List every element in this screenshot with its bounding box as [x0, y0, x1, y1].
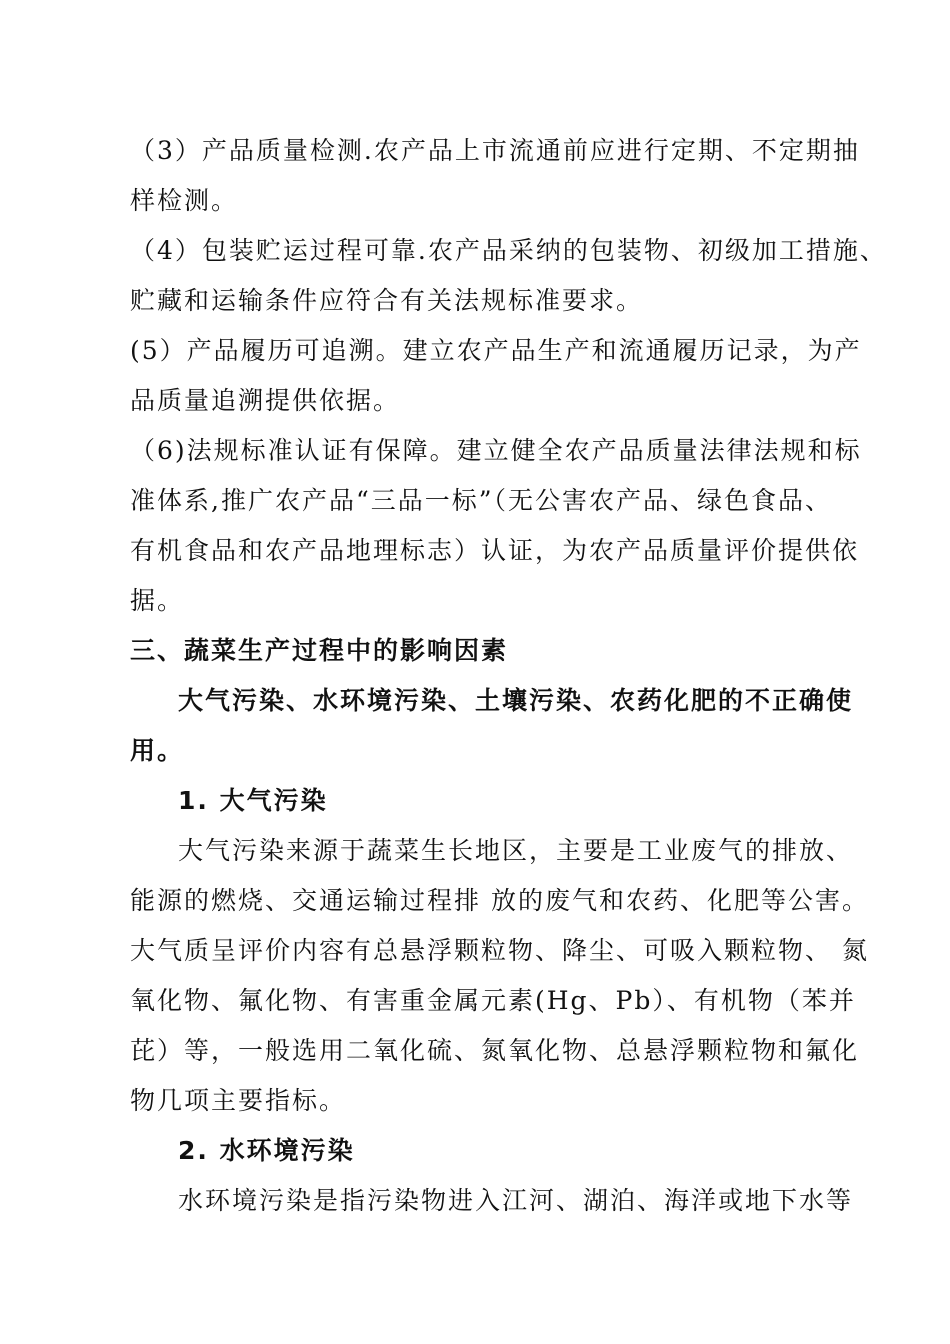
section-3-intro-line-2: 用。 [130, 736, 185, 765]
subsection-1-line-5: 芘）等，一般选用二氧化硫、氮氧化物、总悬浮颗粒物和氟化 [130, 1036, 860, 1065]
subsection-1-line-4: 氧化物、氟化物、有害重金属元素(Hg、Pb）、有机物（苯并 [130, 986, 856, 1015]
item-6-line-2: 准体系,推广农产品“三品一标”（无公害农产品、绿色食品、 [130, 486, 833, 515]
subsection-1-line-6: 物几项主要指标。 [130, 1086, 347, 1115]
subsection-1-heading: 1. 大气污染 [178, 786, 328, 815]
item-4-line-2: 贮藏和运输条件应符合有关法规标准要求。 [130, 286, 644, 315]
item-6-line-1: （6)法规标准认证有保障。建立健全农产品质量法律法规和标 [130, 436, 862, 465]
subsection-1-line-2: 能源的燃烧、交通运输过程排 放的废气和农药、化肥等公害。 [130, 886, 869, 915]
subsection-2-heading: 2. 水环境污染 [178, 1136, 355, 1165]
item-3-line-2: 样检测。 [130, 186, 239, 215]
subsection-1-line-1: 大气污染来源于蔬菜生长地区，主要是工业废气的排放、 [178, 836, 854, 865]
item-6-line-4: 据。 [130, 586, 185, 615]
section-3-heading: 三、蔬菜生产过程中的影响因素 [130, 636, 509, 665]
item-4-line-1: （4）包装贮运过程可靠.农产品采纳的包装物、初级加工措施、 [130, 236, 887, 265]
subsection-1-line-3: 大气质呈评价内容有总悬浮颗粒物、降尘、可吸入颗粒物、 氮 [130, 936, 869, 965]
item-5-line-2: 品质量追溯提供依据。 [130, 386, 401, 415]
item-6-line-3: 有机食品和农产品地理标志）认证，为农产品质量评价提供依 [130, 536, 860, 565]
item-3-line-1: （3）产品质量检测.农产品上市流通前应进行定期、不定期抽 [130, 136, 860, 165]
section-3-intro-line-1: 大气污染、水环境污染、土壤污染、农药化肥的不正确使 [178, 686, 854, 715]
subsection-2-line-1: 水环境污染是指污染物进入江河、湖泊、海洋或地下水等 [178, 1186, 854, 1215]
item-5-line-1: (5）产品履历可追溯。建立农产品生产和流通履历记录，为产 [130, 336, 862, 365]
